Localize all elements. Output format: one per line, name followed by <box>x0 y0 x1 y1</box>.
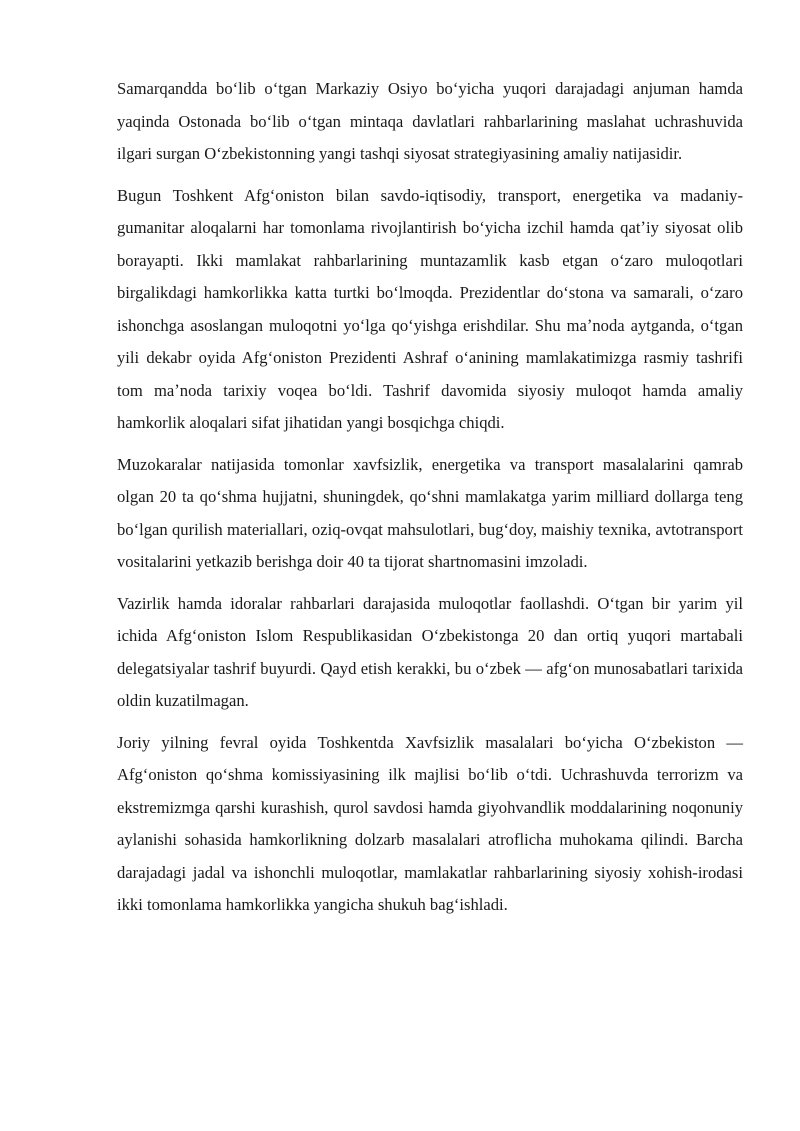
paragraph: Samarqandda boʻlib oʻtgan Markaziy Osiyo boʻyicha yuqori darajadagi anjuman hamda yaqinda Ostonada boʻlib oʻtgan mintaqa davlatlari rahbarlarining maslahat uchrashuvida ilgari surgan Oʻzbekistonning yangi tashqi siyosat strategiyasining amaliy natijasidir. <box>117 79 743 163</box>
document-page <box>117 73 743 931</box>
paragraph: Bugun Toshkent Afgʻoniston bilan savdo-iqtisodiy, transport, energetika va madaniy-gumanitar aloqalarni har tomonlama rivojlantirish boʻyicha izchil hamda qatʼiy siyosat olib borayapti. Ikki mamlakat rahbarlarining muntazamlik kasb etgan oʻzaro muloqotlari birgalikdagi hamkorlikka katta turtki boʻlmoqda. Prezidentlar doʻstona va samarali, oʻzaro ishonchga asoslangan muloqotni yoʻlga qoʻyishga erishdilar. Shu maʼnoda aytganda, oʻtgan yili dekabr oyida Afgʻoniston Prezidenti Ashraf oʻanining mamlakatimizga rasmiy tashrifi tom maʼnoda tarixiy voqea boʻldi. Tashrif davomida siyosiy muloqot hamda amaliy hamkorlik aloqalari sifat jihatidan yangi bosqichga chiqdi. <box>117 185 743 432</box>
paragraph: Joriy yilning fevral oyida Toshkentda Xavfsizlik masalalari boʻyicha Oʻzbekiston — Afgʻoniston qoʻshma komissiyasining ilk majlisi boʻlib oʻtdi. Uchrashuvda terrorizm va ekstremizmga qarshi kurashish, qurol savdosi hamda giyohvandlik moddalarining noqonuniy aylanishi sohasida hamkorlikning dolzarb masalalari atroflicha muhokama qilindi. Barcha darajadagi jadal va ishonchli muloqotlar, mamlakatlar rahbarlarining siyosiy xohish-irodasi ikki tomonlama hamkorlikka yangicha shukuh bagʻishladi. <box>117 732 743 914</box>
paragraph: Vazirlik hamda idoralar rahbarlari darajasida muloqotlar faollashdi. Oʻtgan bir yarim yil ichida Afgʻoniston Islom Respublikasidan Oʻzbekistonga 20 dan ortiq yuqori martabali delegatsiyalar tashrif buyurdi. Qayd etish kerakki, bu oʻzbek — afgʻon munosabatlari tarixida oldin kuzatilmagan. <box>117 593 743 710</box>
paragraph: Muzokaralar natijasida tomonlar xavfsizlik, energetika va transport masalalarini qamrab olgan 20 ta qoʻshma hujjatni, shuningdek, qoʻshni mamlakatga yarim milliard dollarga teng boʻlgan qurilish materiallari, oziq-ovqat mahsulotlari, bugʻdoy, maishiy texnika, avtotransport vositalarini yetkazib berishga doir 40 ta tijorat shartnomasini imzoladi. <box>117 454 743 571</box>
